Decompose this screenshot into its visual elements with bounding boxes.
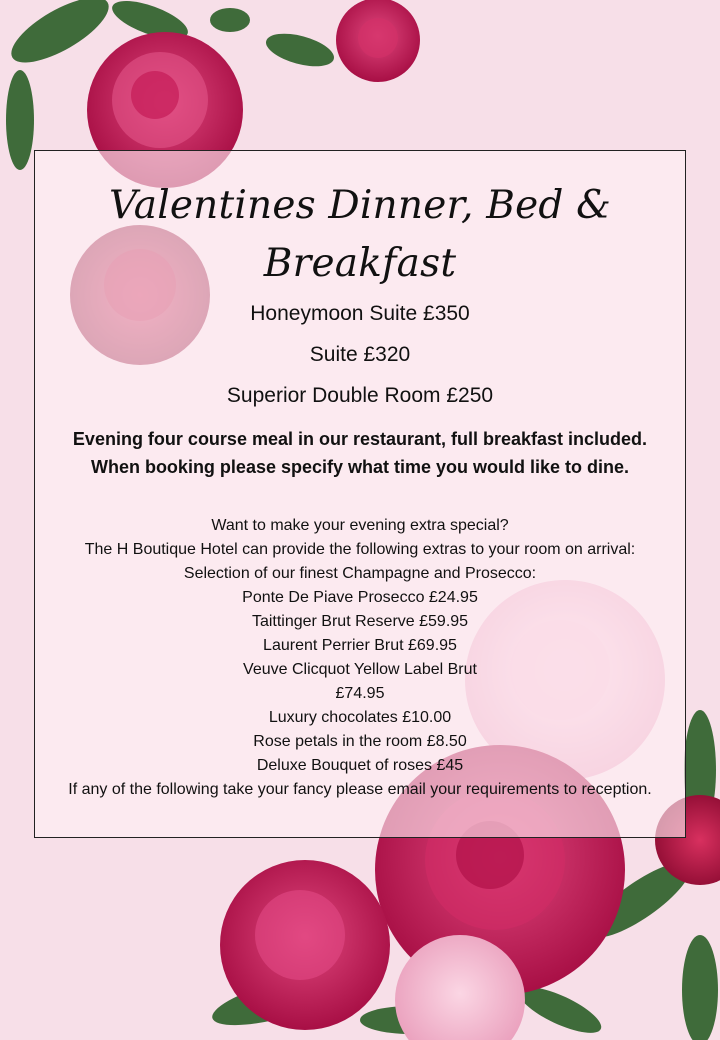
extras-item: Rose petals in the room £8.50	[253, 733, 467, 750]
room-price-list	[35, 293, 685, 416]
extras-selection: Selection of our finest Champagne and Prosecco:	[183, 565, 537, 582]
extras-closing: If any of the following take your fancy please email your requirements to reception.	[68, 781, 652, 798]
page-title: Valentines Dinner, Bed & Breakfast	[108, 183, 612, 286]
offer-panel	[34, 150, 686, 838]
room-price-suite: Suite £320	[309, 343, 411, 366]
room-price-superior-double: Superior Double Room £250	[226, 384, 494, 407]
description-line: Evening four course meal in our restaurant, full breakfast included.	[72, 429, 648, 449]
extras-item: £74.95	[335, 685, 385, 702]
extras-item: Veuve Clicquot Yellow Label Brut	[243, 661, 477, 678]
peony-bottom-left	[220, 860, 390, 1030]
description-line: When booking please specify what time you would like to dine.	[90, 457, 630, 477]
extras-item: Ponte De Piave Prosecco £24.95	[242, 589, 478, 606]
offer-description	[35, 425, 685, 481]
extras-provider: The H Boutique Hotel can provide the following extras to your room on arrival:	[84, 541, 636, 558]
extras-item: Taittinger Brut Reserve £59.95	[251, 613, 469, 630]
room-price-honeymoon-suite: Honeymoon Suite £350	[250, 302, 470, 325]
extras-item: Laurent Perrier Brut £69.95	[263, 637, 457, 654]
extras-item: Luxury chocolates £10.00	[268, 709, 452, 726]
extras-list	[35, 514, 685, 802]
extras-item: Deluxe Bouquet of roses £45	[256, 757, 464, 774]
extras-intro: Want to make your evening extra special?	[211, 517, 509, 534]
peony-top-right	[336, 0, 420, 82]
